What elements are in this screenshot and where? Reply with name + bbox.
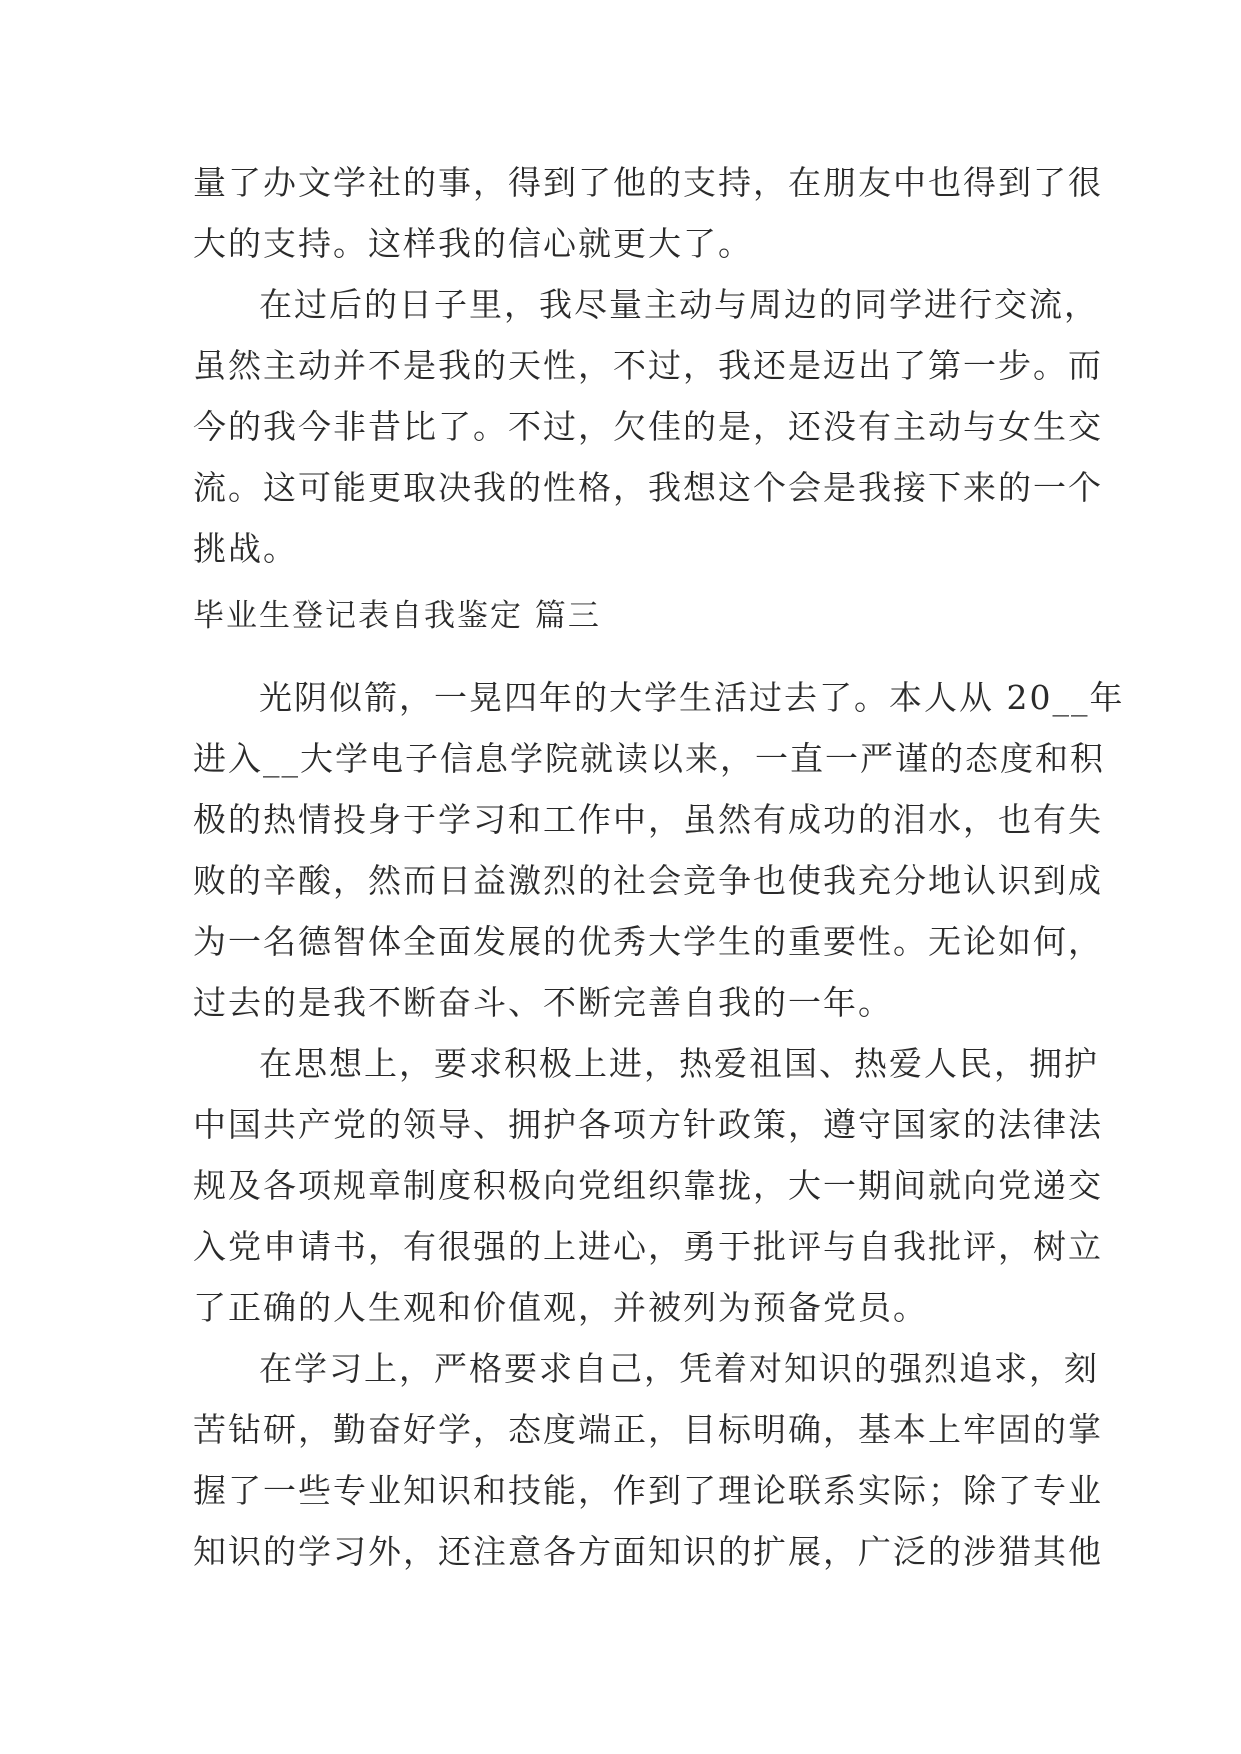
paragraph-line: 虽然主动并不是我的天性，不过，我还是迈出了第一步。而: [193, 346, 1103, 385]
paragraph-line: 流。这可能更取决我的性格，我想这个会是我接下来的一个: [193, 468, 1103, 507]
paragraph-line: 苦钻研，勤奋好学，态度端正，目标明确，基本上牢固的掌: [193, 1410, 1103, 1449]
paragraph-line: 在过后的日子里，我尽量主动与周边的同学进行交流，: [259, 285, 1099, 324]
paragraph-line: 进入__大学电子信息学院就读以来，一直一严谨的态度和积: [193, 739, 1105, 778]
paragraph-line: 为一名德智体全面发展的优秀大学生的重要性。无论如何，: [193, 922, 1103, 961]
paragraph-line: 握了一些专业知识和技能，作到了理论联系实际；除了专业: [193, 1471, 1103, 1510]
paragraph-line: 挑战。: [193, 529, 298, 568]
paragraph-line: 规及各项规章制度积极向党组织靠拢，大一期间就向党递交: [193, 1166, 1103, 1205]
paragraph-line: 入党申请书，有很强的上进心，勇于批评与自我批评，树立: [193, 1227, 1103, 1266]
paragraph-line: 量了办文学社的事，得到了他的支持，在朋友中也得到了很: [193, 163, 1103, 202]
paragraph-line: 知识的学习外，还注意各方面知识的扩展，广泛的涉猎其他: [193, 1532, 1103, 1571]
section-three-text: [193, 667, 1125, 1582]
paragraph-line: 中国共产党的领导、拥护各项方针政策，遵守国家的法律法: [193, 1105, 1103, 1144]
paragraph-line: 败的辛酸，然而日益激烈的社会竞争也使我充分地认识到成: [193, 861, 1103, 900]
previous-section-text: [193, 152, 1103, 579]
section-heading: 毕业生登记表自我鉴定 篇三: [193, 598, 601, 634]
paragraph-line: 过去的是我不断奋斗、不断完善自我的一年。: [193, 983, 893, 1022]
paragraph-line: 在思想上，要求积极上进，热爱祖国、热爱人民，拥护: [259, 1044, 1099, 1083]
paragraph-line: 光阴似箭，一晃四年的大学生活过去了。本人从 20__年: [259, 678, 1125, 717]
paragraph-line: 极的热情投身于学习和工作中，虽然有成功的泪水，也有失: [193, 800, 1103, 839]
paragraph-line: 大的支持。这样我的信心就更大了。: [193, 224, 753, 263]
paragraph-line: 今的我今非昔比了。不过，欠佳的是，还没有主动与女生交: [193, 407, 1103, 446]
paragraph-line: 在学习上，严格要求自己，凭着对知识的强烈追求，刻: [259, 1349, 1099, 1388]
paragraph-line: 了正确的人生观和价值观，并被列为预备党员。: [193, 1288, 928, 1327]
